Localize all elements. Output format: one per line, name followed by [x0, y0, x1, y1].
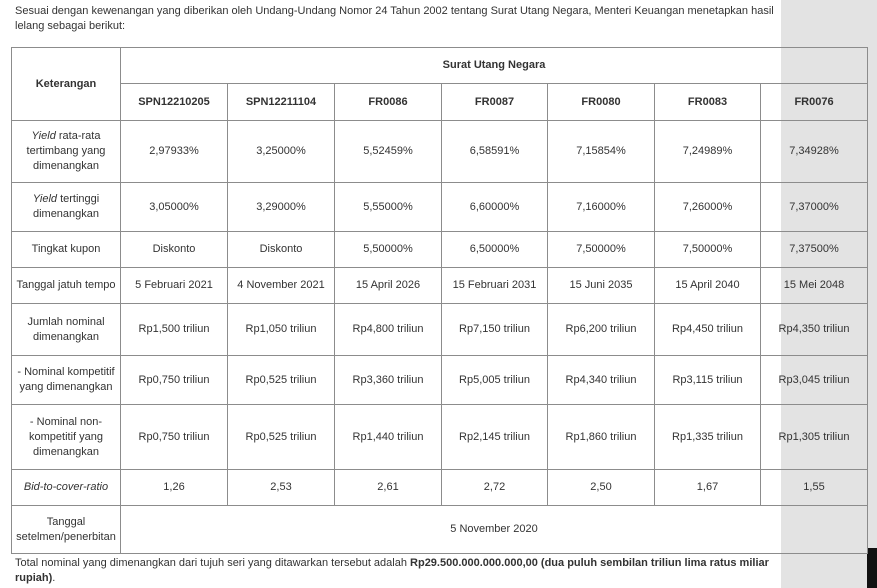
row-label-italic: Yield: [32, 193, 58, 205]
table-cell: 7,15854%: [548, 121, 655, 183]
table-cell: 7,34928%: [761, 121, 868, 183]
table-row: [12, 304, 868, 356]
table-cell: 7,50000%: [655, 232, 761, 268]
row-label-italic: Bid-to-cover-ratio: [23, 481, 109, 493]
settlement-date-cell: 5 November 2020: [121, 506, 868, 554]
row-label-text: tertinggi dimenangkan: [32, 193, 100, 220]
table-cell: Rp0,750 triliun: [121, 356, 228, 405]
table-cell: 5,50000%: [335, 232, 442, 268]
table-cell: Rp1,860 triliun: [548, 405, 655, 470]
table-cell: Rp4,350 triliun: [761, 304, 868, 356]
table-row: [12, 121, 868, 183]
table-cell: Diskonto: [228, 232, 335, 268]
table-cell: Rp2,145 triliun: [442, 405, 548, 470]
table-row: [12, 232, 868, 268]
auction-results-table: [11, 47, 868, 554]
table-cell: 4 November 2021: [228, 268, 335, 304]
row-label: [12, 121, 121, 183]
header-keterangan: Keterangan: [12, 48, 121, 121]
table-cell: 2,97933%: [121, 121, 228, 183]
table-cell: Rp1,335 triliun: [655, 405, 761, 470]
table-row: [12, 356, 868, 405]
row-label-text: - Nominal non-kompetitif yang dimenangkan: [29, 415, 103, 458]
table-cell: 5,55000%: [335, 183, 442, 232]
table-cell: 15 Mei 2048: [761, 268, 868, 304]
row-label-italic: Yield: [31, 130, 56, 142]
table-cell: 15 Juni 2035: [548, 268, 655, 304]
series-header: SPN12211104: [228, 84, 335, 121]
row-label: Tanggal setelmen/penerbitan: [12, 506, 121, 554]
table-cell: 3,05000%: [121, 183, 228, 232]
table-cell: 7,24989%: [655, 121, 761, 183]
summary-suffix: .: [52, 572, 56, 584]
table-cell: Rp3,115 triliun: [655, 356, 761, 405]
table-cell: Rp1,050 triliun: [228, 304, 335, 356]
row-label: [12, 304, 121, 356]
series-header: FR0087: [442, 84, 548, 121]
table-row: [12, 268, 868, 304]
table-cell: Rp0,525 triliun: [228, 405, 335, 470]
table-cell: Rp3,360 triliun: [335, 356, 442, 405]
table-cell: 1,67: [655, 470, 761, 506]
table-row: [12, 183, 868, 232]
table-cell: 7,50000%: [548, 232, 655, 268]
row-label: [12, 356, 121, 405]
row-label-text: Jumlah nominal dimenangkan: [27, 315, 105, 343]
row-label: [12, 183, 121, 232]
table-cell: Rp3,045 triliun: [761, 356, 868, 405]
table-row: [12, 470, 868, 506]
row-label: [12, 470, 121, 506]
table-cell: Rp4,450 triliun: [655, 304, 761, 356]
table-row: [12, 405, 868, 470]
series-header: SPN12210205: [121, 84, 228, 121]
table-cell: Rp1,305 triliun: [761, 405, 868, 470]
table-cell: 2,53: [228, 470, 335, 506]
table-cell: 2,50: [548, 470, 655, 506]
series-header: FR0080: [548, 84, 655, 121]
table-cell: 7,26000%: [655, 183, 761, 232]
row-label-text: Tingkat kupon: [31, 243, 101, 255]
table-cell: 1,26: [121, 470, 228, 506]
table-cell: 1,55: [761, 470, 868, 506]
row-label-text: rata-rata tertimbang yang dimenangkan: [26, 130, 106, 172]
table-cell: 5,52459%: [335, 121, 442, 183]
table-cell: 7,37000%: [761, 183, 868, 232]
table-cell: Rp0,750 triliun: [121, 405, 228, 470]
table-cell: 2,72: [442, 470, 548, 506]
header-surat-utang-negara: Surat Utang Negara: [121, 48, 868, 84]
table-cell: Rp5,005 triliun: [442, 356, 548, 405]
table-cell: 15 April 2026: [335, 268, 442, 304]
table-cell: Rp0,525 triliun: [228, 356, 335, 405]
table-cell: Rp4,800 triliun: [335, 304, 442, 356]
scroll-corner: [867, 548, 877, 588]
series-header: FR0076: [761, 84, 868, 121]
row-label-text: - Nominal kompetitif yang dimenangkan: [17, 366, 115, 393]
row-label: [12, 268, 121, 304]
intro-paragraph: Sesuai dengan kewenangan yang diberikan oleh Undang-Undang Nomor 24 Tahun 2002 tentang Surat Utang Negara, Menteri Keuangan menetapkan hasil lelang sebagai berikut:: [15, 5, 774, 32]
table-cell: 6,58591%: [442, 121, 548, 183]
table-cell: 6,50000%: [442, 232, 548, 268]
row-label: [12, 232, 121, 268]
table-cell: Rp4,340 triliun: [548, 356, 655, 405]
table-cell: 7,37500%: [761, 232, 868, 268]
table-cell: 5 Februari 2021: [121, 268, 228, 304]
row-label: [12, 405, 121, 470]
table-cell: Rp7,150 triliun: [442, 304, 548, 356]
row-label-text: Tanggal jatuh tempo: [16, 279, 116, 291]
table-cell: 3,29000%: [228, 183, 335, 232]
table-cell: Rp6,200 triliun: [548, 304, 655, 356]
table-cell: 6,60000%: [442, 183, 548, 232]
table-cell: 3,25000%: [228, 121, 335, 183]
series-header: FR0083: [655, 84, 761, 121]
table-cell: 15 April 2040: [655, 268, 761, 304]
table-row: [12, 506, 868, 554]
summary-prefix: Total nominal yang dimenangkan dari tujuh seri yang ditawarkan tersebut adalah: [15, 557, 411, 569]
series-header: FR0086: [335, 84, 442, 121]
table-cell: 2,61: [335, 470, 442, 506]
series-header-row: [12, 84, 868, 121]
table-cell: 15 Februari 2031: [442, 268, 548, 304]
table-cell: Diskonto: [121, 232, 228, 268]
table-cell: Rp1,440 triliun: [335, 405, 442, 470]
table-cell: 7,16000%: [548, 183, 655, 232]
table-cell: Rp1,500 triliun: [121, 304, 228, 356]
summary-paragraph: [15, 556, 775, 586]
summary-total: Rp29.500.000.000.000,00 (dua puluh sembilan triliun lima ratus miliar rupiah): [15, 557, 769, 584]
